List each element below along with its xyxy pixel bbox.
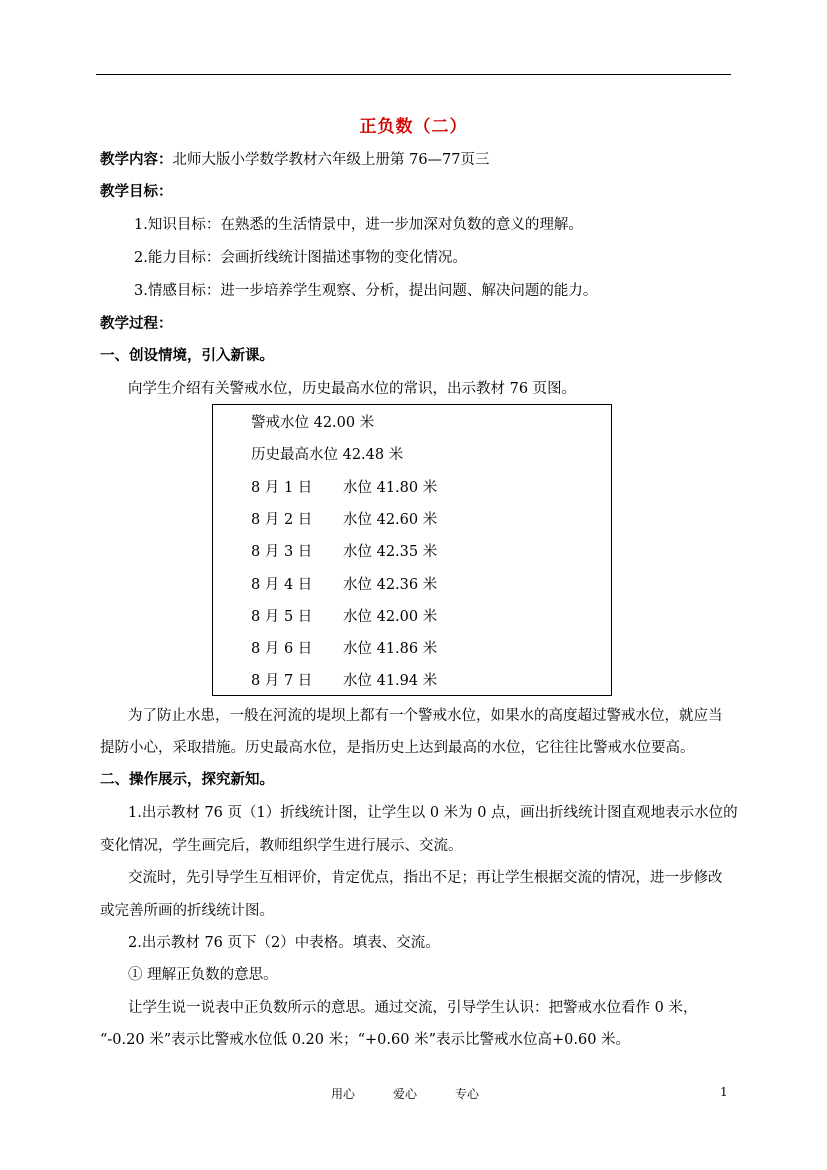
content-line	[100, 150, 490, 170]
section2-p1-line2: 变化情况，学生画完后，教师组织学生进行展示、交流。	[100, 838, 463, 854]
content-text: 北师大版小学数学教材六年级上册第 76—77页三	[172, 152, 490, 168]
section2-p2-line2: 或完善所画的折线统计图。	[100, 903, 274, 919]
section2-heading: 二、操作展示，探究新知。	[100, 771, 274, 788]
page-number: 1	[720, 1085, 728, 1099]
footer-item: 爱心	[393, 1087, 418, 1101]
level-row	[251, 607, 437, 627]
section2-p5-line2: “-0.20 米”表示比警戒水位低 0.20 米；“+0.60 米”表示比警戒水位高+0.60 米。	[100, 1032, 631, 1048]
highest-level: 历史最高水位 42.48 米	[251, 447, 404, 463]
section1-intro: 向学生介绍有关警戒水位，历史最高水位的常识，出示教材 76 页图。	[128, 381, 577, 397]
level-date: 8 月 6 日	[251, 641, 313, 657]
level-date: 8 月 5 日	[251, 609, 313, 625]
goal-2: 2.能力目标：会画折线统计图描述事物的变化情况。	[134, 250, 467, 266]
level-value: 水位 42.60 米	[343, 512, 438, 528]
header-rule	[96, 74, 731, 75]
level-value: 水位 42.00 米	[343, 609, 438, 625]
level-row	[251, 575, 437, 595]
level-value: 水位 42.35 米	[343, 544, 438, 560]
level-date: 8 月 2 日	[251, 512, 313, 528]
footer-item: 用心	[331, 1087, 356, 1101]
section1-para-line2: 提防小心，采取措施。历史最高水位，是指历史上达到最高的水位，它往往比警戒水位要高。	[100, 740, 695, 756]
level-row	[251, 639, 437, 659]
page-title: 正负数（二）	[359, 117, 468, 137]
level-date: 8 月 3 日	[251, 544, 313, 560]
section2-p3: 2.出示教材 76 页下（2）中表格。填表、交流。	[128, 935, 440, 951]
warning-level: 警戒水位 42.00 米	[251, 415, 375, 431]
level-date: 8 月 1 日	[251, 480, 313, 496]
section2-p4: ① 理解正负数的意思。	[128, 967, 278, 983]
section1-para-line1: 为了防止水患，一般在河流的堤坝上都有一个警戒水位，如果水的高度超过警戒水位，就应当	[128, 708, 723, 724]
process-label: 教学过程：	[100, 315, 173, 332]
level-row	[251, 542, 437, 562]
level-date: 8 月 4 日	[251, 577, 313, 593]
footer-item: 专心	[455, 1087, 480, 1101]
section2-p1-line1: 1.出示教材 76 页（1）折线统计图，让学生以 0 米为 0 点，画出折线统计图直观地表示水位的	[128, 805, 738, 821]
level-date: 8 月 7 日	[251, 673, 313, 689]
level-row	[251, 478, 437, 498]
level-value: 水位 42.36 米	[343, 577, 438, 593]
level-row	[251, 510, 437, 530]
goal-1: 1.知识目标：在熟悉的生活情景中，进一步加深对负数的意义的理解。	[134, 217, 583, 233]
level-value: 水位 41.80 米	[343, 480, 438, 496]
goals-label: 教学目标：	[100, 183, 173, 200]
water-level-box	[212, 404, 612, 696]
section1-heading: 一、创设情境，引入新课。	[100, 347, 274, 364]
level-value: 水位 41.86 米	[343, 641, 438, 657]
content-label: 教学内容：	[100, 151, 173, 168]
footer-motto	[331, 1085, 517, 1102]
goal-3: 3.情感目标：进一步培养学生观察、分析，提出问题、解决问题的能力。	[134, 283, 598, 299]
section2-p2-line1: 交流时，先引导学生互相评价，肯定优点，指出不足；再让学生根据交流的情况，进一步修改	[128, 870, 723, 886]
level-row	[251, 671, 437, 691]
section2-p5-line1: 让学生说一说表中正负数所示的意思。通过交流，引导学生认识：把警戒水位看作 0 米，	[128, 1000, 698, 1016]
level-value: 水位 41.94 米	[343, 673, 438, 689]
